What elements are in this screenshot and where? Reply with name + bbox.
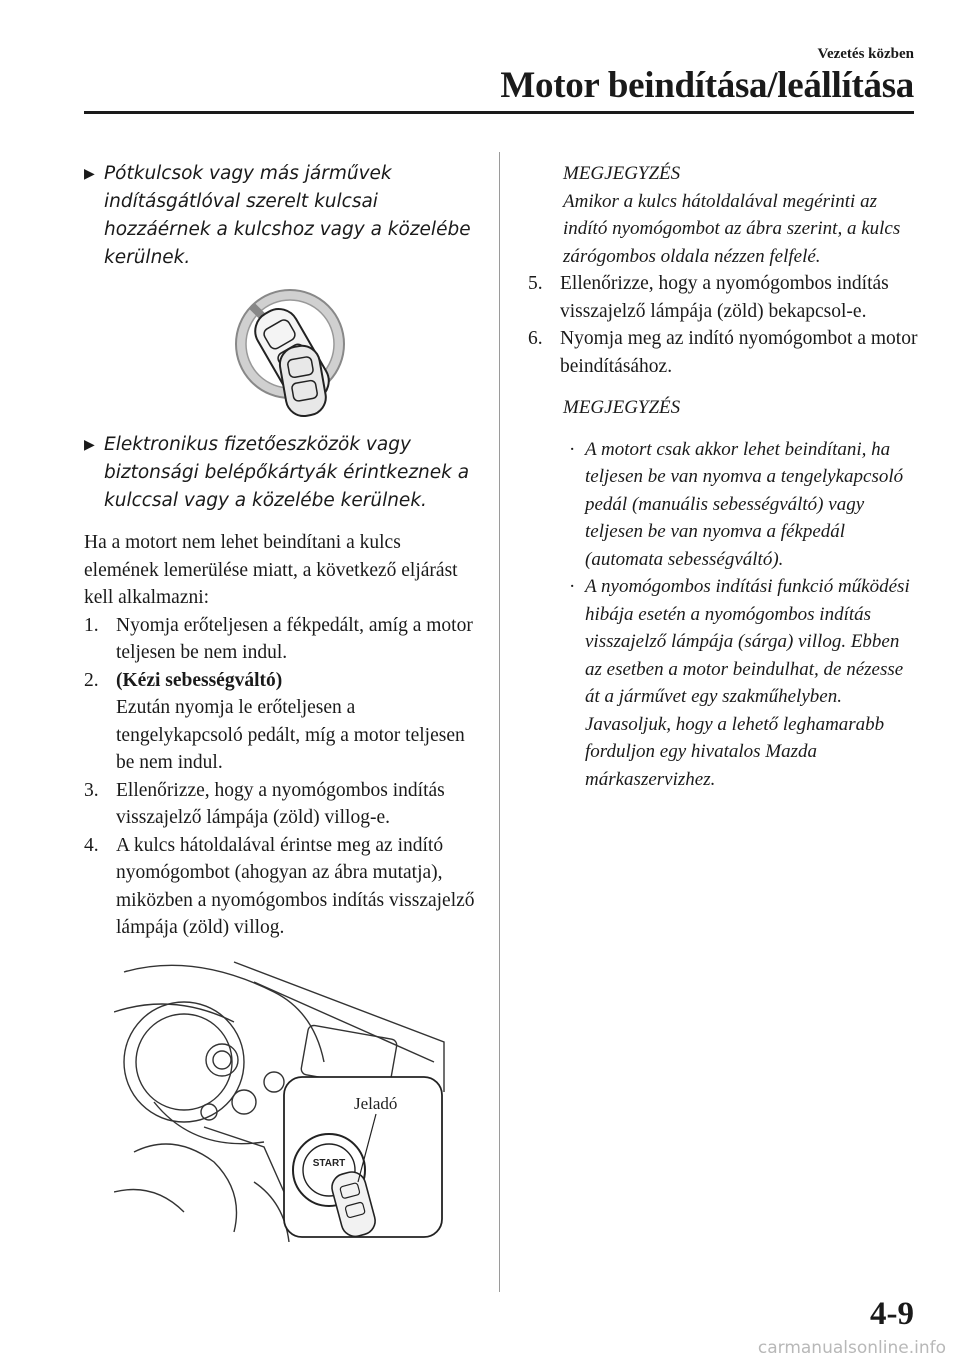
header-rule bbox=[84, 111, 914, 114]
list-item: ▶ Pótkulcsok vagy más járművek indításgátlóval szerelt kulcsai hozzáérnek a kulcshoz vagy a közelébe kerülnek. bbox=[84, 160, 476, 272]
step-item: 2. (Kézi sebességváltó) Ezután nyomja le erőteljesen a tengelykapcsoló pedált, míg a motor teljesen be nem indul. bbox=[84, 669, 465, 773]
right-column bbox=[528, 160, 918, 793]
key-figure bbox=[232, 286, 352, 421]
bullet-dot-icon: · bbox=[569, 576, 576, 597]
step-item: 4. A kulcs hátoldalával érintse meg az indító nyomógombot (ahogyan az ábra mutatja), miközben a nyomógombos indítás visszajelző lámpája (zöld) villog. bbox=[84, 834, 475, 938]
step-item: 6. Nyomja meg az indító nyomógombot a motor beindításához. bbox=[528, 328, 918, 377]
column-divider bbox=[499, 152, 500, 1292]
page-number: 4-9 bbox=[870, 1296, 914, 1332]
triangle-bullet-icon: ▶ bbox=[84, 437, 95, 453]
list-item: ▶ Elektronikus fizetőeszközök vagy biztonsági belépőkártyák érintkeznek a kulccsal vagy a közelébe kerülnek. bbox=[84, 431, 476, 515]
start-button-label: START bbox=[312, 1157, 346, 1169]
step-item: 5. Ellenőrizze, hogy a nyomógombos indítás visszajelző lámpája (zöld) bekapcsol-e. bbox=[528, 273, 889, 322]
note-title: MEGJEGYZÉS bbox=[563, 163, 681, 184]
triangle-bullet-icon: ▶ bbox=[84, 166, 95, 182]
step-item: 1. Nyomja erőteljesen a fékpedált, amíg a motor teljesen be nem indul. bbox=[84, 614, 473, 663]
bullet-dot-icon: · bbox=[569, 438, 576, 460]
header-section: Vezetés közben bbox=[817, 46, 914, 62]
left-column bbox=[84, 160, 476, 1242]
note-bullet: · A motort csak akkor lehet beindítani, ha teljesen be van nyomva a tengelykapcsoló pedál (manuális sebességváltó) vagy teljesen be van nyomva a fékpedál (automata sebességváltó). bbox=[563, 436, 918, 574]
figure-label: Jeladó bbox=[354, 1093, 398, 1113]
intro-paragraph: Ha a motort nem lehet beindítani a kulcs elemének lemerülése miatt, a következő eljárást kell alkalmazni: bbox=[84, 532, 458, 608]
watermark: carmanualsonline.info bbox=[757, 1338, 946, 1358]
note-title: MEGJEGYZÉS bbox=[563, 397, 681, 418]
note-text: Amikor a kulcs hátoldalával megérinti az indító nyomógombot az ábra szerint, a kulcs zárógombos oldala nézzen felfelé. bbox=[563, 190, 901, 267]
page-title: Motor beindítása/leállítása bbox=[500, 65, 914, 106]
dashboard-figure bbox=[114, 952, 474, 1242]
step-item: 3. Ellenőrizze, hogy a nyomógombos indítás visszajelző lámpája (zöld) villog-e. bbox=[84, 779, 445, 828]
note-bullet: · A nyomógombos indítási funkció működési hibája esetén a nyomógombos indítás visszajelző lámpája (sárga) villog. Ebben az esetben a motor beindulhat, de nézesse át a járművet egy szakműhelyben. Javasoljuk, hogy a lehető leghamarabb forduljon egy hivatalos Mazda márkaszervizhez. bbox=[563, 573, 918, 793]
